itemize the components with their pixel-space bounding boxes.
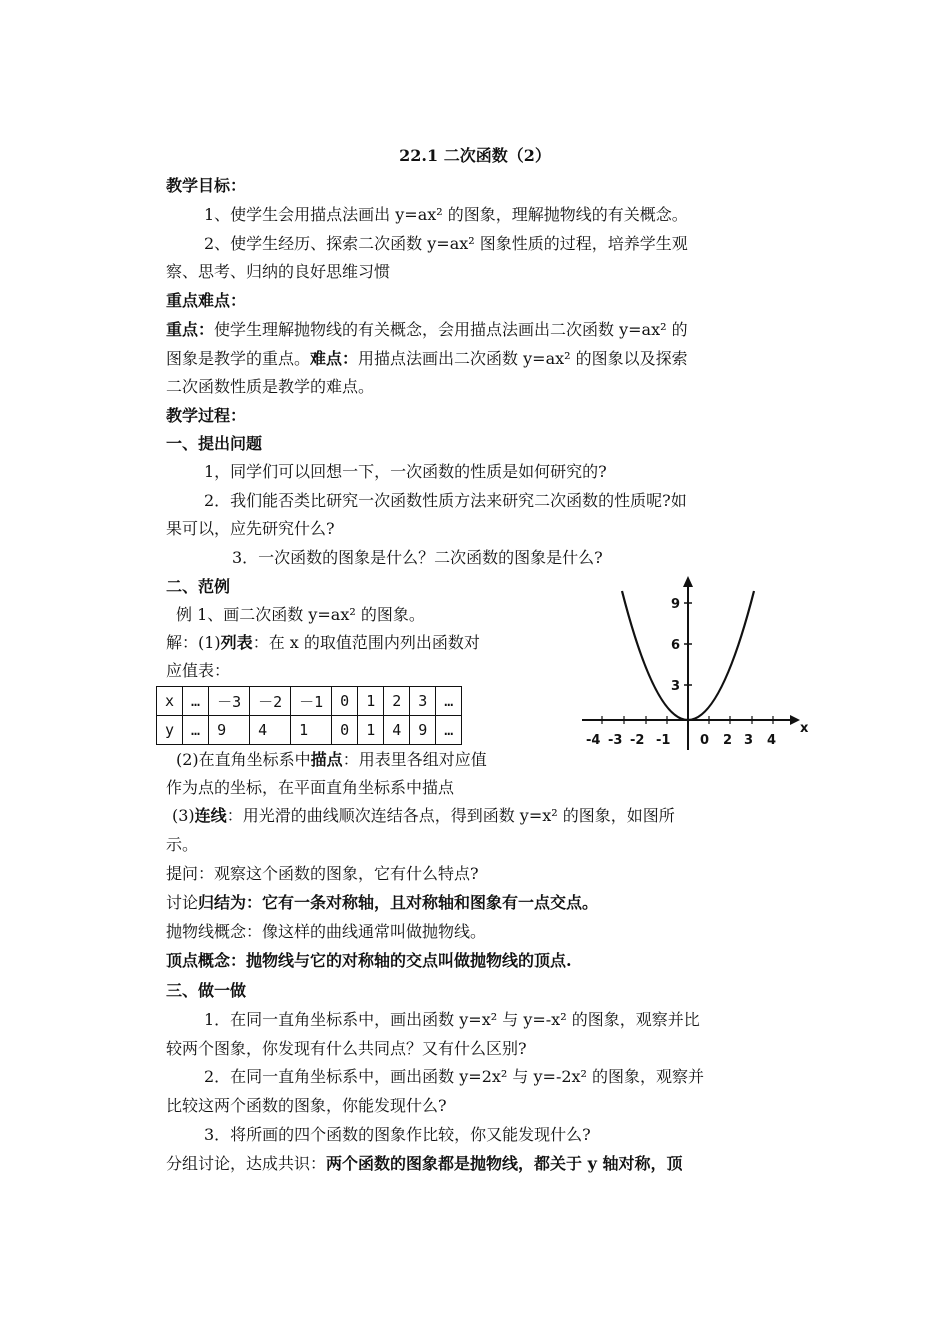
step1-text: ：在 x 的取值范围内列出函数对 (252, 633, 480, 652)
section1-heading: 一、提出问题 (166, 434, 263, 453)
table-cell: 4 (384, 716, 410, 745)
step1-label: 列表 (220, 633, 253, 652)
key-label: 重点： (166, 320, 215, 339)
step3-line2: 示。 (166, 835, 199, 854)
step3-prefix: (3) (172, 806, 195, 825)
task-2-line1: 2．在同一直角坐标系中，画出函数 y=2x² 与 y=-2x² 的图象，观察并 (204, 1067, 705, 1086)
x-axis-arrow (790, 715, 800, 725)
table-cell: －1 (291, 687, 332, 716)
table-row (157, 687, 462, 716)
observation-question: 提问：观察这个函数的图象，它有什么特点? (166, 864, 479, 883)
x-tick-label: 4 (767, 733, 777, 748)
key-text-line2: 图象是教学的重点。 (166, 349, 311, 368)
step3-label: 连线 (194, 806, 227, 825)
key-points-heading: 重点难点： (166, 291, 247, 310)
table-cell: y (157, 716, 183, 745)
x-tick-label: -2 (630, 733, 645, 748)
difficult-text-line3: 二次函数性质是教学的难点。 (166, 377, 375, 396)
consensus-text: 两个函数的图象都是抛物线，都关于 y 轴对称，顶 (326, 1154, 683, 1173)
table-cell: 1 (291, 716, 332, 745)
table-cell: … (183, 687, 209, 716)
question-2-line2: 果可以，应先研究什么? (166, 519, 335, 538)
table-cell: 3 (410, 687, 436, 716)
question-2-line1: 2．我们能否类比研究一次函数性质方法来研究二次函数的性质呢?如 (204, 491, 687, 510)
vertex-concept: 顶点概念：抛物线与它的对称轴的交点叫做抛物线的顶点. (166, 951, 572, 970)
step2-label: 描点 (310, 750, 343, 769)
step3-text: ：用光滑的曲线顺次连结各点，得到函数 y=x² 的图象，如图所 (226, 806, 675, 825)
discussion-prefix: 讨论 (166, 893, 199, 912)
x-tick-label: 3 (744, 733, 754, 748)
step2-line2: 作为点的坐标，在平面直角坐标系中描点 (166, 778, 455, 797)
difficult-text-line2: 用描点法画出二次函数 y=ax² 的图象以及探索 (358, 349, 688, 368)
process-heading: 教学过程： (166, 406, 247, 425)
table-cell: 9 (410, 716, 436, 745)
table-cell: －2 (250, 687, 291, 716)
task-1-line1: 1．在同一直角坐标系中，画出函数 y=x² 与 y=-x² 的图象，观察并比 (204, 1010, 700, 1029)
section3-heading: 三、做一做 (166, 981, 247, 1000)
question-3: 3．一次函数的图象是什么？二次函数的图象是什么? (232, 548, 603, 567)
x-tick-label: -3 (608, 733, 623, 748)
objectives-heading: 教学目标： (166, 176, 247, 195)
table-cell: 0 (332, 687, 358, 716)
table-row (157, 716, 462, 745)
task-2-line2: 比较这两个函数的图象，你能发现什么? (166, 1096, 447, 1115)
table-cell: 2 (384, 687, 410, 716)
step1-line1 (166, 633, 480, 653)
step1-line2: 应值表： (166, 661, 231, 680)
y-tick-label: 3 (671, 679, 681, 694)
y-tick-label: 6 (671, 638, 681, 653)
table-cell: 0 (332, 716, 358, 745)
step2-line1 (176, 750, 487, 770)
parabola-graph (578, 574, 810, 754)
value-table (156, 686, 462, 745)
step2-text: ：用表里各组对应值 (342, 750, 487, 769)
table-cell: 9 (209, 716, 250, 745)
objective-1: 1、使学生会用描点法画出 y=ax² 的图象，理解抛物线的有关概念。 (204, 205, 688, 224)
task-3: 3．将所画的四个函数的图象作比较，你又能发现什么? (204, 1125, 591, 1144)
y-axis-arrow (683, 576, 693, 587)
objective-2-line2: 察、思考、归纳的良好思维习惯 (166, 262, 391, 281)
table-cell: －3 (209, 687, 250, 716)
page-title: 22.1 二次函数（2） (399, 146, 551, 165)
x-tick-label: -4 (586, 733, 601, 748)
difficult-label: 难点： (310, 349, 359, 368)
task-1-line2: 较两个图象，你发现有什么共同点？又有什么区别? (166, 1039, 527, 1058)
table-cell: x (157, 687, 183, 716)
key-point-line2 (166, 349, 688, 369)
discussion-line (166, 893, 598, 913)
table-cell: 4 (250, 716, 291, 745)
x-tick-label: -1 (656, 733, 671, 748)
step3-line1 (172, 806, 675, 826)
step2-prefix: (2)在直角坐标系中 (176, 750, 311, 769)
parabola-concept: 抛物线概念：像这样的曲线通常叫做抛物线。 (166, 922, 487, 941)
key-point-line1 (166, 320, 688, 340)
x-tick-label: 2 (723, 733, 733, 748)
consensus-line (166, 1154, 682, 1174)
x-tick-label: 0 (700, 733, 710, 748)
table-cell: 1 (358, 687, 384, 716)
consensus-prefix: 分组讨论，达成共识： (166, 1154, 327, 1173)
key-text-line1: 使学生理解抛物线的有关概念，会用描点法画出二次函数 y=ax² 的 (214, 320, 688, 339)
example-1: 例 1、画二次函数 y=ax² 的图象。 (176, 605, 425, 624)
table-cell: … (436, 716, 462, 745)
solution-prefix: 解：(1) (166, 633, 221, 652)
section2-heading: 二、范例 (166, 577, 231, 596)
table-cell: 1 (358, 716, 384, 745)
objective-2-line1: 2、使学生经历、探索二次函数 y=ax² 图象性质的过程，培养学生观 (204, 234, 688, 253)
table-cell: … (183, 716, 209, 745)
y-tick-label: 9 (671, 597, 681, 612)
x-axis-label: x (800, 721, 809, 736)
question-1: 1，同学们可以回想一下，一次函数的性质是如何研究的? (204, 462, 607, 481)
table-cell: … (436, 687, 462, 716)
discussion-conclusion: 归结为：它有一条对称轴，且对称轴和图象有一点交点。 (198, 893, 599, 912)
